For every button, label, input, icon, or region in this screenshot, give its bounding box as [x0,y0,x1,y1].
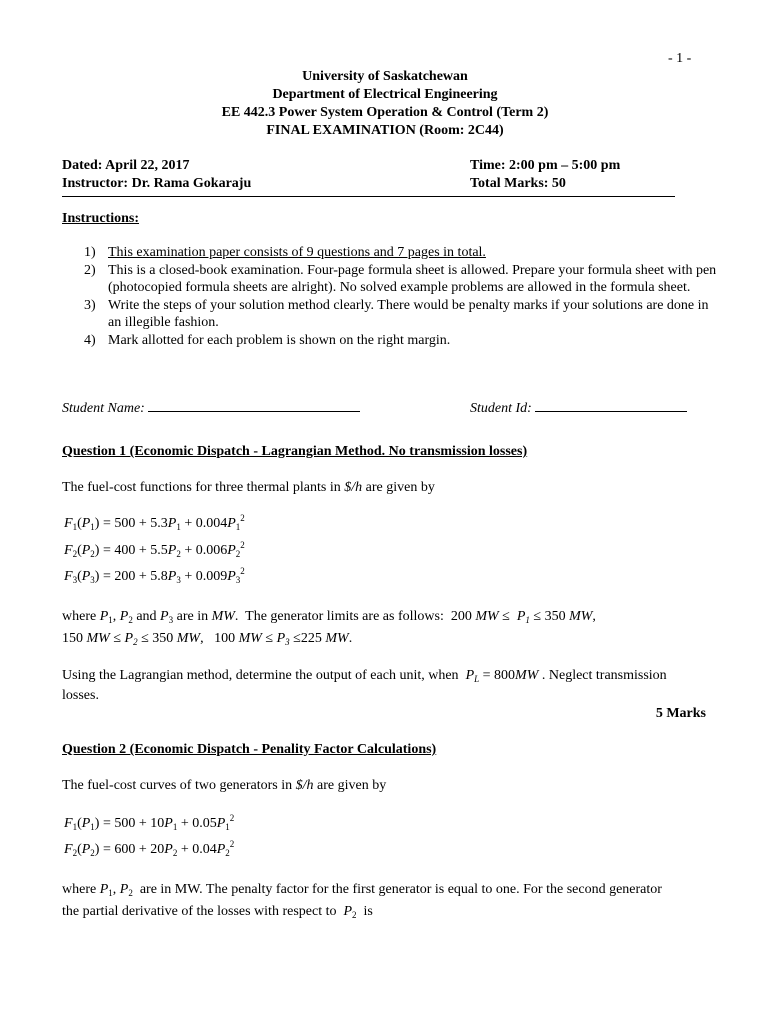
q1-intro: The fuel-cost functions for three thermal plants in $/h are given by [62,480,435,495]
q2-equation-1: $F_1(P_1) = 500 + 10P_1 + 0.05P_1^2$ [64,813,235,832]
total-marks: Total Marks: 50 [470,176,566,191]
q2-equation-2: $F_2(P_2) = 600 + 20P_2 + 0.04P_2^2$ [64,839,235,858]
instruction-item: 1) This examination paper consists of 9 questions and 7 pages in total. [84,245,486,260]
instruction-item: 2) This is a closed-book examination. Four-page formula sheet is allowed. Prepare your formula sheet with pen (photocopied formula sheets are alright). No solved example problems are allowed in the formula sheet. [84,262,717,295]
department-name: Department of Electrical Engineering [272,87,498,102]
q1-equation-2: $F_2(P_2) = 400 + 5.5P_2 + 0.006P_2^2$ [64,540,245,559]
q2-text-line-2: the partial derivative of the losses with respect to $P_2$ is [62,904,373,920]
header-divider [62,196,675,197]
instructions-list [62,244,722,349]
q1-equation-1: $F_1(P_1) = 500 + 5.3P_1 + 0.004P_1^2$ [64,513,245,532]
q1-title: Question 1 (Economic Dispatch - Lagrangian Method. No transmission losses) [62,444,528,459]
q1-task-line-1: Using the Lagrangian method, determine the output of each unit, when $P_L = 800MW$ . Neglect transmission [62,668,667,684]
instruction-item: 3) Write the steps of your solution method clearly. There would be penalty marks if your solutions are done in an illegible fashion. [84,297,709,330]
q2-intro: The fuel-cost curves of two generators in $/h are given by [62,778,387,793]
q1-task-line-2: losses. [62,688,99,703]
student-name-field[interactable]: Student Name: [62,398,360,417]
q1-limits-line-2: 150 MW ≤ $P_2 \le 350$ MW, 100 MW ≤ $P_3 \le 225$ MW. [62,631,353,647]
university-name: University of Saskatchewan [302,69,468,84]
q1-marks: 5 Marks [655,706,706,721]
exam-time: Time: 2:00 pm – 5:00 pm [470,158,621,173]
instructions-heading: Instructions: [62,211,140,226]
course-title: EE 442.3 Power System Operation & Control (Term 2) [221,105,549,120]
q2-text-line-1: where $P_1$, $P_2$ are in MW. The penalty factor for the first generator is equal to one. For the second generator [62,882,662,898]
page-number: - 1 - [668,51,692,66]
student-id-field[interactable]: Student Id: [470,398,687,417]
instruction-item: 4) Mark allotted for each problem is shown on the right margin. [84,332,451,348]
instructor: Instructor: Dr. Rama Gokaraju [62,176,252,191]
exam-title: FINAL EXAMINATION (Room: 2C44) [266,123,504,138]
q2-title: Question 2 (Economic Dispatch - Penality Factor Calculations) [62,742,437,757]
q1-limits-line-1: where $P_1$, $P_2$ and $P_3$ are in MW. The generator limits are as follows: 200 MW ≤ $P_1 \le 350$ MW, [62,609,596,625]
exam-date: Dated: April 22, 2017 [62,158,190,173]
q1-equation-3: $F_3(P_3) = 200 + 5.8P_3 + 0.009P_3^2$ [64,566,245,585]
